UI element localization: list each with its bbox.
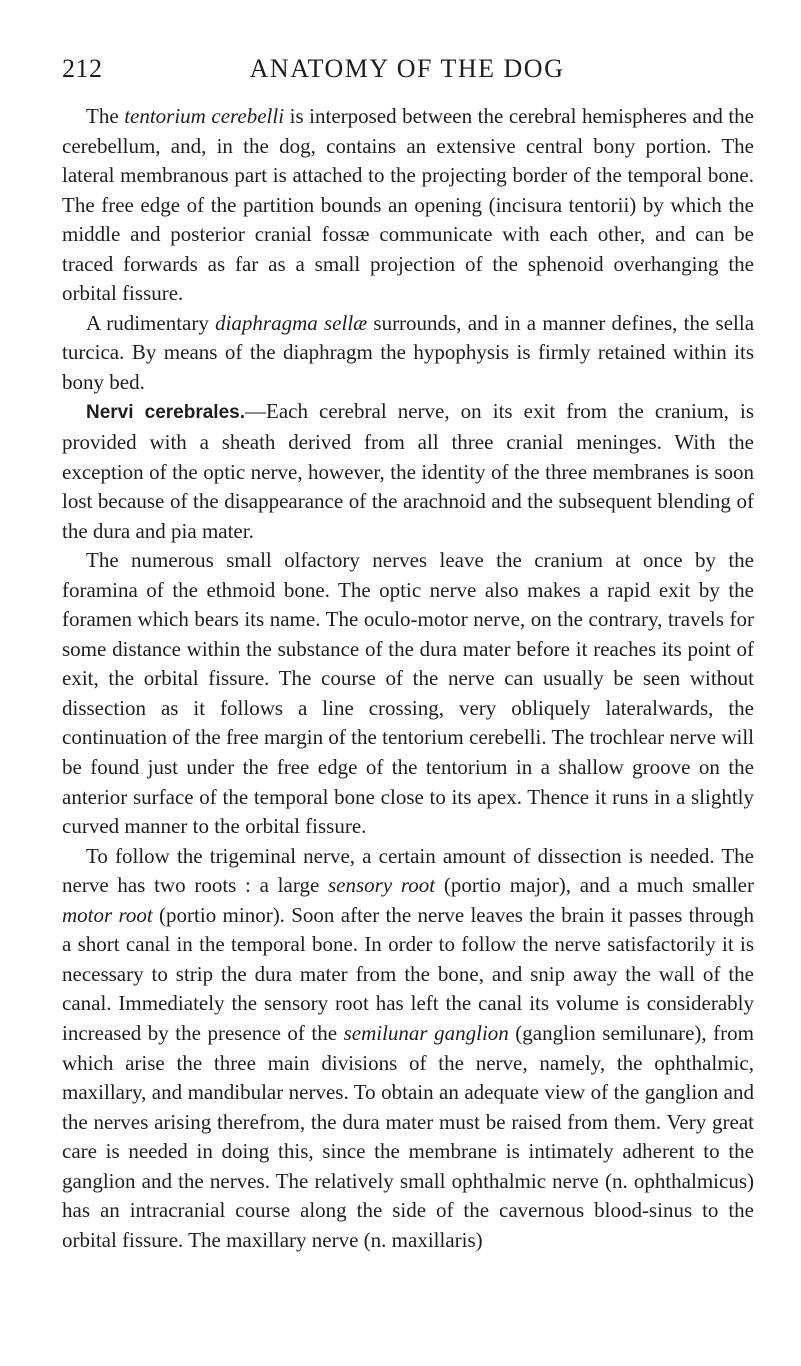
paragraph xyxy=(62,309,754,398)
text-run: surrounds, and in a manner defines, the sella turcica. By means of the diaphragm the hypophysis is firmly retained within its bony bed. xyxy=(62,310,755,394)
page-number: 212 xyxy=(62,54,103,83)
italic-term: motor root xyxy=(62,902,153,927)
text-run: A rudimentary xyxy=(86,310,216,335)
section-heading: Nervi cerebrales. xyxy=(86,402,245,424)
text-run: —Each cerebral nerve, on its exit from the cranium, is provided with a sheath derived from all three cranial meninges. With the exception of the optic nerve, however, the identity of the three membranes is soon lost because of the disappearance of the arachnoid and the subsequent blending of the dura and pia mater. xyxy=(62,399,755,543)
text-run: (portio minor). Soon after the nerve leaves the brain it passes through a short canal in the temporal bone. In order to follow the nerve satisfactorily it is necessary to strip the dura mater from the bone, and snip away the wall of the canal. Immediately the sensory root has left the canal its volume is considerably increased by the presence of the xyxy=(62,902,755,1045)
running-head: ANATOMY OF THE DOG xyxy=(249,54,565,83)
paragraph xyxy=(62,397,754,546)
italic-term: tentorium cerebelli xyxy=(124,104,285,128)
italic-term: semilunar ganglion xyxy=(343,1020,509,1045)
paragraph xyxy=(62,546,754,841)
paragraph xyxy=(62,842,754,1256)
italic-term: sensory root xyxy=(328,873,436,898)
paragraph xyxy=(62,102,754,309)
body-text xyxy=(62,102,754,1255)
text-run: (ganglion semilunare), from which arise the three main divisions of the nerve, namely, the ophthalmic, maxillary, and mandibular nerves. To obtain an adequate view of the ganglion and the nerves arising therefrom, the dura mater must be raised from them. Very great care is needed in doing this, since the membrane is intimately adherent to the ganglion and the nerves. The relatively small ophthalmic nerve (n. ophthalmicus) has an intracranial course along the side of the cavernous blood-sinus to the orbital fissure. The maxillary nerve (n. maxillaris) xyxy=(62,1020,754,1252)
text-run: is interposed between the cerebral hemispheres and the cerebellum, and, in the dog, contains an extensive central bony portion. The lateral membranous part is attached to the projecting border of the temporal bone. The free edge of the partition bounds an opening (incisura tentorii) by which the middle and posterior cranial fossæ communicate with each other, and can be traced forwards as far as a small projection of the sphenoid overhanging the orbital fissure. xyxy=(62,104,755,306)
page-header xyxy=(62,54,752,88)
text-run: (portio major), and a much smaller xyxy=(435,873,754,898)
italic-term: diaphragma sellæ xyxy=(215,310,368,335)
text-run: The xyxy=(86,104,125,128)
text-run: The numerous small olfactory nerves leave the cranium at once by the foramina of the ethmoid bone. The optic nerve also makes a rapid exit by the foramen which bears its name. The oculo-motor nerve, on the contrary, travels for some distance within the substance of the dura mater before it reaches its point of exit, the orbital fissure. The course of the nerve can usually be seen without dissection as it follows a line crossing, very obliquely lateralwards, the continuation of the free margin of the tentorium cerebelli. The trochlear nerve will be found just under the free edge of the tentorium in a shallow groove on the anterior surface of the temporal bone close to its apex. Thence it runs in a slightly curved manner to the orbital fissure. xyxy=(62,548,754,839)
text-run: To follow the trigeminal nerve, a certain amount of dissection is needed. The nerve has two roots : a large xyxy=(62,843,754,898)
